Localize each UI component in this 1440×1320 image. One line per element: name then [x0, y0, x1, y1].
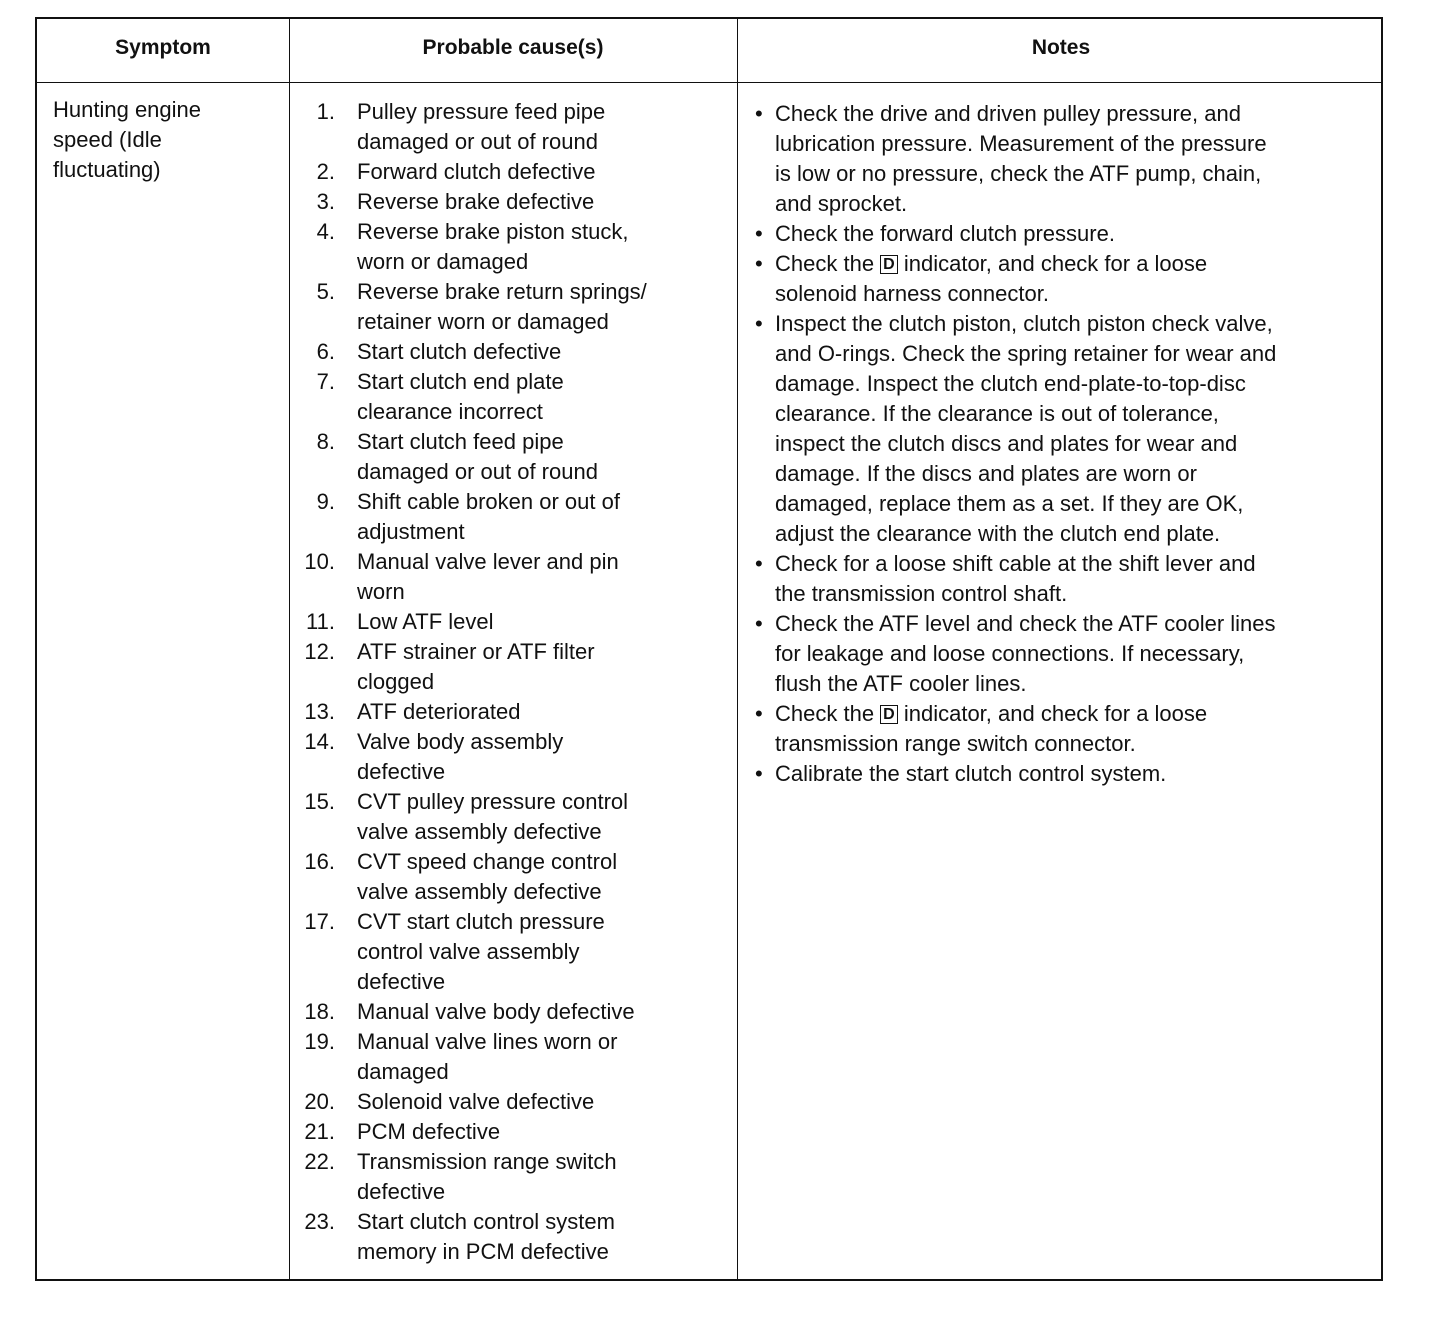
cause-item [291, 277, 647, 337]
cause-text: Shift cable broken or out of adjustment [357, 489, 620, 544]
bullet: • [755, 611, 763, 636]
note-text [775, 699, 1207, 759]
notes-list [755, 99, 1276, 789]
note-text-part: indicator, and check for a loose solenoid harness connector. [775, 251, 1208, 306]
cause-text: Start clutch control system memory in PCM defective [357, 1209, 615, 1264]
bullet: • [755, 761, 763, 786]
cause-number: 5. [316, 279, 335, 304]
cause-text: Start clutch feed pipe damaged or out of round [357, 429, 598, 484]
cause-item [291, 997, 647, 1027]
cause-number: 9. [316, 489, 335, 514]
cause-item [291, 427, 647, 487]
note-text [775, 609, 1276, 699]
cause-number: 20. [304, 1089, 335, 1114]
cause-item [291, 607, 647, 637]
cause-text: Pulley pressure feed pipe damaged or out of round [357, 99, 606, 154]
cause-text: ATF deteriorated [357, 699, 521, 724]
note-text [775, 549, 1256, 609]
cause-number: 19. [304, 1029, 335, 1054]
note-item [755, 309, 1276, 549]
cause-text: Manual valve lines worn or damaged [357, 1029, 618, 1084]
note-item [755, 549, 1276, 609]
note-text-part: Check the drive and driven pulley pressure, and lubrication pressure. Measurement of the pressure is low or no pressure, check the ATF pump, chain, and sprocket. [775, 101, 1267, 216]
cause-number: 22. [304, 1149, 335, 1174]
cause-item [291, 1207, 647, 1267]
cause-number: 13. [304, 699, 335, 724]
cause-text: CVT pulley pressure control valve assembly defective [357, 789, 629, 844]
cause-text: Reverse brake defective [357, 189, 595, 214]
cause-number: 23. [304, 1209, 335, 1234]
note-text-part: Check for a loose shift cable at the shift lever and the transmission control shaft. [775, 551, 1256, 606]
bullet: • [755, 251, 763, 276]
cause-text: Start clutch end plate clearance incorrect [357, 369, 564, 424]
bullet: • [755, 551, 763, 576]
cause-text: Low ATF level [357, 609, 494, 634]
cause-item [291, 367, 647, 427]
cause-text: CVT start clutch pressure control valve assembly defective [357, 909, 605, 994]
header-notes: Notes [1031, 36, 1091, 59]
cause-text: ATF strainer or ATF filter clogged [357, 639, 595, 694]
note-item [755, 249, 1276, 309]
bullet: • [755, 101, 763, 126]
bullet: • [755, 221, 763, 246]
symptom-cell: Hunting engine speed (Idle fluctuating) [53, 97, 202, 182]
cause-item [291, 1087, 647, 1117]
note-item [755, 99, 1276, 219]
header-symptom: Symptom [115, 36, 211, 59]
cause-item [291, 1147, 647, 1207]
note-text-part: Check the [775, 701, 881, 726]
cause-item [291, 97, 647, 157]
note-text-part: Calibrate the start clutch control system. [775, 761, 1167, 786]
cause-number: 15. [304, 789, 335, 814]
cause-item [291, 787, 647, 847]
cause-item [291, 1117, 647, 1147]
cause-number: 18. [304, 999, 335, 1024]
cause-number: 2. [316, 159, 335, 184]
cause-text: Manual valve lever and pin worn [357, 549, 619, 604]
cause-item [291, 217, 647, 277]
note-text [775, 219, 1115, 249]
cause-number: 10. [304, 549, 335, 574]
cause-text: Transmission range switch defective [357, 1149, 617, 1204]
cause-text: Reverse brake return springs/ retainer worn or damaged [357, 279, 647, 334]
note-text-part: indicator, and check for a loose transmission range switch connector. [775, 701, 1208, 756]
cause-item [291, 697, 647, 727]
note-text [775, 99, 1267, 219]
note-item [755, 609, 1276, 699]
header-causes: Probable cause(s) [422, 36, 604, 59]
causes-list [291, 97, 647, 1267]
cause-text: Solenoid valve defective [357, 1089, 595, 1114]
cause-number: 12. [304, 639, 335, 664]
cause-item [291, 1027, 647, 1087]
cause-item [291, 907, 647, 997]
cause-number: 11. [306, 609, 335, 634]
cause-number: 16. [304, 849, 335, 874]
cause-number: 4. [316, 219, 335, 244]
cause-item [291, 487, 647, 547]
cause-number: 7. [316, 369, 335, 394]
note-item [755, 219, 1276, 249]
cause-number: 6. [316, 339, 335, 364]
cause-text: Reverse brake piston stuck, worn or damaged [357, 219, 629, 274]
cause-item [291, 547, 647, 607]
cause-number: 14. [304, 729, 335, 754]
cause-text: Valve body assembly defective [357, 729, 564, 784]
cause-item [291, 637, 647, 697]
cause-item [291, 337, 647, 367]
note-item [755, 699, 1276, 759]
column-divider [737, 19, 738, 1279]
cause-item [291, 727, 647, 787]
bullet: • [755, 311, 763, 336]
d-indicator-icon: D [880, 705, 898, 724]
bullet: • [755, 701, 763, 726]
cause-number: 17. [304, 909, 335, 934]
cause-item [291, 157, 647, 187]
cause-number: 21. [304, 1119, 335, 1144]
note-text [775, 309, 1276, 549]
cause-item [291, 187, 647, 217]
note-text-part: Check the forward clutch pressure. [775, 221, 1115, 246]
column-divider [289, 19, 290, 1279]
cause-item [291, 847, 647, 907]
cause-text: Start clutch defective [357, 339, 562, 364]
troubleshooting-table [35, 17, 1383, 1281]
cause-number: 3. [316, 189, 335, 214]
cause-text: Manual valve body defective [357, 999, 635, 1024]
cause-text: PCM defective [357, 1119, 501, 1144]
note-text [775, 249, 1207, 309]
note-text-part: Inspect the clutch piston, clutch piston check valve, and O-rings. Check the spring retainer for wear and damage. Inspect the clutch end-plate-to-top-disc clearance. If the clearance is out of tolerance, inspect the clutch discs and plates for wear and damage. If the discs and plates are worn or damaged, replace them as a set. If they are OK, adjust the clearance with the clutch end plate. [775, 311, 1277, 546]
cause-text: Forward clutch defective [357, 159, 596, 184]
note-text-part: Check the ATF level and check the ATF cooler lines for leakage and loose connections. If necessary, flush the ATF cooler lines. [775, 611, 1276, 696]
cause-text: CVT speed change control valve assembly defective [357, 849, 618, 904]
cause-number: 8. [316, 429, 335, 454]
note-text-part: Check the [775, 251, 881, 276]
cause-number: 1. [316, 99, 335, 124]
note-item [755, 759, 1276, 789]
d-indicator-icon: D [880, 255, 898, 274]
note-text [775, 759, 1166, 789]
